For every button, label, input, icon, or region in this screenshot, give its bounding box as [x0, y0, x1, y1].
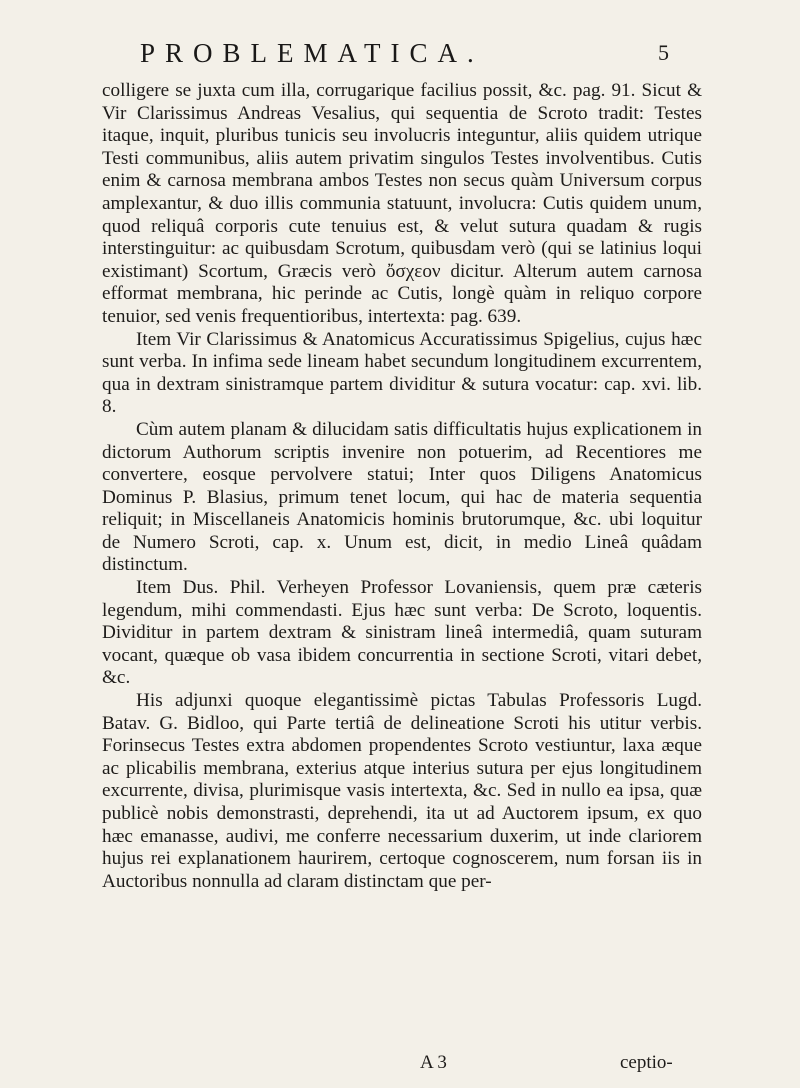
paragraph-1: colligere se juxta cum illa, corrugarique facilius possit, &c. pag. 91. Sicut & Vir Clarissimus Andreas Vesalius, qui sequentia de Scroto tradit: Testes itaque, inquit, pluribus tunicis seu involucris integuntur, aliis quidem utrique Testi communibus, aliis autem privatim singulos Testes involventibus. Cutis enim & carnosa membrana ambos Testes non secus quàm Universum corpus amplexantur, & duo illis communia statuunt, involucra: Cutis quidem unum, quod reliquâ corporis cute tenuius est, & velut sutura quadam & rugis interstinguitur: ac quibusdam Scrotum, quibusdam verò (qui se latinius loqui existimant) Scortum, Græcis verò ὄσχεον dicitur. Alterum autem carnosa efformat membrana, hic perinde ac Cutis, longè quàm in reliquo corpore tenuior, sed venis frequentioribus, intertexta: pag. 639. — [102, 80, 702, 327]
running-title: PROBLEMATICA. — [140, 38, 484, 68]
paragraph-3: Cùm autem planam & dilucidam satis difficultatis hujus explicationem in dictorum Authorum scriptis invenire non potuerim, ad Recentiores me convertere, eosque pervolvere statui; Inter quos Diligens Anatomicus Dominus P. Blasius, primum tenet locum, qui hac de materia sequentia reliquit; in Miscellaneis Anatomicis hominis brutorumque, &c. ubi loquitur de Numero Scroti, cap. x. Unum est, dicit, in medio Lineâ quâdam distinctum. — [102, 418, 702, 576]
page-footer — [0, 1052, 800, 1080]
body-text — [102, 80, 702, 893]
catchword: ceptio- — [620, 1052, 673, 1073]
signature-mark: A 3 — [420, 1052, 447, 1073]
page-number: 5 — [658, 40, 669, 65]
page-header — [0, 38, 800, 78]
paragraph-4: Item Dus. Phil. Verheyen Professor Lovaniensis, quem præ cæteris legendum, mihi commendasti. Ejus hæc sunt verba: De Scroto, loquentis. Dividitur in partem dextram & sinistram lineâ intermediâ, quam suturam vocant, quæque ob vasa ibidem concurrentia in sectione Scroti, vitari debet, &c. — [102, 577, 702, 689]
paragraph-5: His adjunxi quoque elegantissimè pictas Tabulas Professoris Lugd. Batav. G. Bidloo, qui Parte tertiâ de delineatione Scroti his utitur verbis. Forinsecus Testes extra abdomen propendentes Scroto vestiuntur, laxa æque ac plicabilis membrana, exterius atque interius sutura per ejus longitudinem excurrente, divisa, plurimisque vasis intertexta, &c. Sed in nullo ea ipsa, quæ publicè nobis demonstrasti, deprehendi, ita ut ad Auctorem ipsum, ex quo hæc emanasse, audivi, me conferre necessarium duxerim, ut inde clariorem hujus rei explanationem haurirem, certoque cognoscerem, num forsan iis in Auctoribus nonnulla ad claram distinctam que per- — [102, 690, 702, 892]
paragraph-2: Item Vir Clarissimus & Anatomicus Accuratissimus Spigelius, cujus hæc sunt verba. In infima sede lineam habet secundum longitudinem excurrentem, qua in dextram sinistramque partem dividitur & sutura vocatur: cap. xvi. lib. 8. — [102, 328, 702, 418]
